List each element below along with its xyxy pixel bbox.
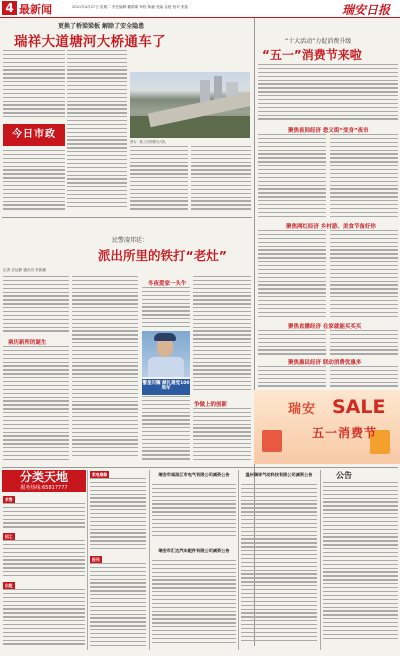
column-divider <box>87 470 88 650</box>
police-kicker: 民警凌邦廷： <box>112 237 149 244</box>
may-day-sale-banner <box>254 390 400 464</box>
notice-title-2: 温州瑞祥气动科技有限公司减资公告 <box>245 472 313 477</box>
consumption-body-a1 <box>258 134 326 220</box>
police-body-col1b <box>3 346 69 464</box>
police-byline: 记者 应达静 通讯员 李凯鹏 <box>3 268 46 272</box>
page-number: 4 <box>2 1 17 15</box>
announcement-title: 公告 <box>336 471 352 480</box>
consumption-headline: “五一”消费节来啦 <box>262 48 362 62</box>
consumption-body-b2 <box>330 230 398 320</box>
consumption-body-a2 <box>330 134 398 220</box>
police-body-col3 <box>142 287 190 329</box>
article-body-col1 <box>3 50 65 120</box>
police-body-col1 <box>3 276 69 336</box>
sale-banner-title: 五一消费节 <box>312 426 378 440</box>
police-body-col3b <box>142 396 190 464</box>
consumption-subhead-4: 聚焦惠民经济 联动消费优惠多 <box>288 360 362 366</box>
classified-text <box>90 478 146 554</box>
classified-tag: 报刊 <box>92 556 100 562</box>
announcement-body <box>323 482 398 648</box>
consumption-body-c2 <box>330 330 398 356</box>
consumption-subhead-3: 聚焦直播经济 在家就能买买买 <box>288 324 362 330</box>
article-body-col4 <box>191 146 251 214</box>
sale-banner-city: 瑞安 <box>288 402 317 417</box>
classified-text <box>3 540 85 580</box>
divider <box>2 217 252 218</box>
classified-text <box>3 589 85 649</box>
classified-text <box>3 503 85 531</box>
consumption-subhead-1: 聚焦夜间经济 您义街“变身”夜市 <box>288 128 369 134</box>
article-headline: 瑞祥大道塘河大桥通车了 <box>14 34 166 50</box>
article-body-col5 <box>3 150 65 214</box>
notice-title-1: 瑞安市南滨江市电气有限公司减资公告 <box>158 472 230 477</box>
notice-body-3 <box>152 560 236 648</box>
consumption-body-c1 <box>258 330 326 356</box>
newspaper-logo: 瑞安日报 <box>342 3 391 17</box>
consumption-kicker: “十大活动”力促消费升级 <box>285 38 352 45</box>
consumption-subhead-2: 聚焦网红经济 乡村游、美食节备好你 <box>286 224 376 230</box>
notice-body-2 <box>241 484 317 648</box>
police-photo-caption: 警星闪耀 献礼建党100周年 <box>142 379 190 395</box>
police-body-col4 <box>193 276 251 396</box>
bridge-photo <box>130 72 250 138</box>
photo-caption: 图为：施工后的塘河大桥。 <box>130 140 169 144</box>
consumption-body-d2 <box>330 366 398 388</box>
article-kicker: 更换了桥梁梁板 解除了安全隐患 <box>58 23 145 30</box>
consumption-body-d1 <box>258 366 326 388</box>
article-body-col2 <box>67 50 127 210</box>
shopping-bag-icon <box>262 430 282 452</box>
today-municipal-badge: 今日市政 <box>3 124 65 146</box>
section-title: 最新闻 <box>19 3 52 16</box>
police-subhead-2: 争做上的创新 <box>194 402 228 408</box>
column-divider <box>149 470 150 650</box>
classified-tag: 家电维修 <box>92 471 108 477</box>
classifieds-phone: 服务热线:65817777 <box>20 485 68 491</box>
classified-text <box>90 563 146 649</box>
article-body-col3 <box>130 146 188 214</box>
police-officer-photo <box>142 331 190 377</box>
sale-banner-sale: SALE <box>332 396 386 418</box>
column-divider <box>238 470 239 650</box>
classifieds-title: 分类天地 <box>2 470 86 492</box>
classified-tag: 求售 <box>5 496 13 502</box>
column-divider <box>320 470 321 650</box>
page-header <box>0 0 400 18</box>
police-body-col4b <box>193 408 251 464</box>
divider <box>2 467 398 468</box>
consumption-body-b1 <box>258 230 326 320</box>
classified-tag: 出租 <box>5 582 13 588</box>
police-subhead-1: 冬夜爱家一头牛 <box>148 281 187 287</box>
notice-body-1 <box>152 484 236 540</box>
classified-tag: 招工 <box>5 533 13 539</box>
notice-title-3: 瑞安市汇达汽车配件有限公司减资公告 <box>158 548 230 553</box>
header-meta: 2021年4月27日 星期二 责任编辑 戴群娣 审校 陈骊 美编 金艳 校对 张铭 <box>72 5 189 9</box>
police-headline: 派出所里的铁打“老灶” <box>98 248 227 263</box>
police-body-col2 <box>72 276 138 464</box>
consumption-intro <box>258 64 398 124</box>
police-left-subhead: 乘历新所的诞生 <box>8 340 47 346</box>
